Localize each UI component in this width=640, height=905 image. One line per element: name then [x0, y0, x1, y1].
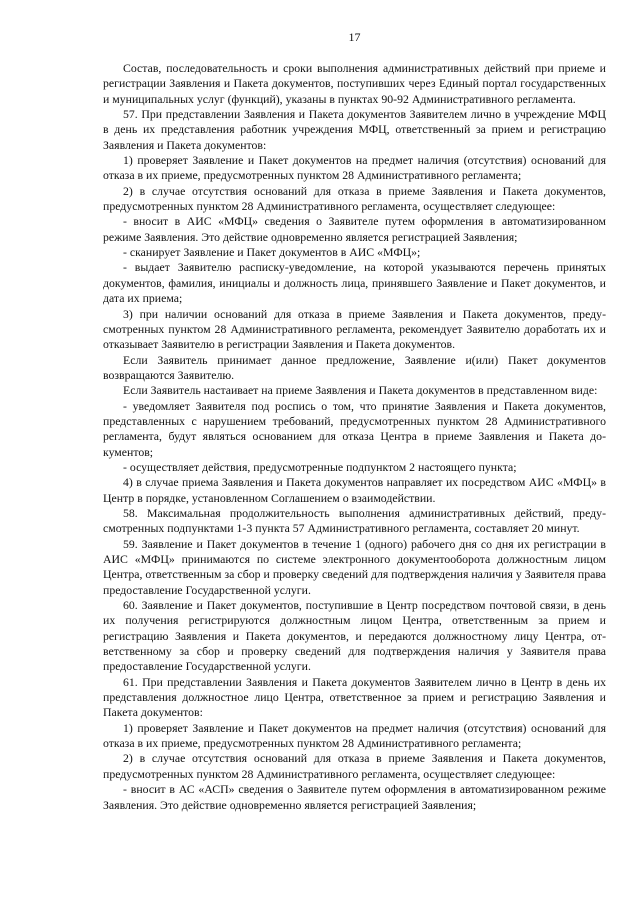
- paragraph-57-3: 3) при наличии оснований для отказа в приеме Заявления и Пакета документов, предусмотренных пунктом 28 Административного регламента, рекомендует Заявителю доработать их и отказывает Заявителю в регистрации Заявления и Пакета документов.: [103, 306, 606, 352]
- paragraph-57-2: 2) в случае отсутствия оснований для отказа в приеме Заявления и Пакета документов, предусмотренных пунктом 28 Административного регламента, осуществляет следующее:: [103, 183, 606, 214]
- paragraph-intro: Состав, последовательность и сроки выполнения административных действий при приеме и регистрации Заявления и Пакета документов, поступивших через Единый портал государственных и муниципальных услуг (функций), указаны в пунктах 90-92 Административного регламента.: [103, 61, 606, 106]
- document-body: [103, 61, 606, 813]
- paragraph-57-2-b: - сканирует Заявление и Пакет документов в АИС «МФЦ»;: [123, 245, 421, 260]
- paragraph-57-3-b: Если Заявитель настаивает на приеме Заявления и Пакета документов в представленном виде:: [123, 383, 598, 398]
- paragraph-58: 58. Максимальная продолжительность выполнения административных действий, предусмотренных подпунктами 1-3 пункта 57 Административного регламента, составляет 20 минут.: [103, 505, 606, 536]
- page-number: 17: [348, 30, 361, 44]
- paragraph-57: 57. При представлении Заявления и Пакета документов Заявителем лично в учреждение МФЦ в день их представления работник учреждения МФЦ, ответственный за прием и регистрацию Заявления и Пакета документов:: [103, 107, 606, 152]
- paragraph-61-1: 1) проверяет Заявление и Пакет документов на предмет наличия (отсутствия) оснований для отказа в их приеме, предусмотренных пунктом 28 Административного регламента;: [103, 720, 606, 751]
- paragraph-57-3-a: Если Заявитель принимает данное предложение, Заявление и(или) Пакет документов возвращаются Заявителю.: [103, 352, 606, 382]
- paragraph-57-3-c: - уведомляет Заявителя под роспись о том, что принятие Заявления и Пакета документов, представленных с нарушением требований, предусмотренных пунктом 28 Административного регламента, будут являться основанием для отказа Центра в приеме Заявления и Пакета документов;: [103, 398, 606, 459]
- paragraph-57-2-a: - вносит в АИС «МФЦ» сведения о Заявителе путем оформления в автоматизированном режиме Заявления. Это действие одновременно является регистрацией Заявления;: [103, 214, 606, 244]
- paragraph-59: 59. Заявление и Пакет документов в течение 1 (одного) рабочего дня со дня их регистрации в АИС «МФЦ» принимаются по системе электронного документооборота должностным лицом Центра, ответственным за сбор и проверку сведений для подтверждения наличия у Заявителя права предоставление Государственной услуги.: [103, 536, 606, 597]
- paragraph-57-4: 4) в случае приема Заявления и Пакета документов направляет их посредством АИС «МФЦ» в Центр в порядке, установленном Соглашением о взаимодействии.: [103, 475, 606, 505]
- document-page: [103, 30, 606, 813]
- paragraph-57-1: 1) проверяет Заявление и Пакет документов на предмет наличия (отсутствия) оснований для отказа в их приеме, предусмотренных пунктом 28 Административного регламента;: [103, 153, 606, 183]
- paragraph-61-2-a: - вносит в АС «АСП» сведения о Заявителе путем оформления в автоматизированном режиме Заявления. Это действие одновременно является регистрацией Заявления;: [103, 782, 606, 812]
- paragraph-57-2-c: - выдает Заявителю расписку-уведомление, на которой указываются перечень принятых документов, фамилия, инициалы и должность лица, принявшего Заявление и Пакет документов, и дата их приема;: [103, 260, 606, 306]
- paragraph-60: 60. Заявление и Пакет документов, поступившие в Центр посредством почтовой связи, в день их получения регистрируются должностным лицом Центра, ответственным за прием и регистрацию Заявления и Пакета документов, и передаются должностному лицу Центра, ответственному за сбор и проверку сведений для подтверждения наличия у Заявителя права предоставление Государственной услуги.: [103, 598, 606, 674]
- paragraph-61-2: 2) в случае отсутствия оснований для отказа в приеме Заявления и Пакета документов, предусмотренных пунктом 28 Административного регламента, осуществляет следующее:: [103, 751, 606, 781]
- paragraph-57-3-d: - осуществляет действия, предусмотренные подпунктом 2 настоящего пункта;: [123, 459, 517, 474]
- paragraph-61: 61. При представлении Заявления и Пакета документов Заявителем лично в Центр в день их представления должностное лицо Центра, ответственное за прием и регистрацию Заявления и Пакета документов:: [103, 674, 606, 720]
